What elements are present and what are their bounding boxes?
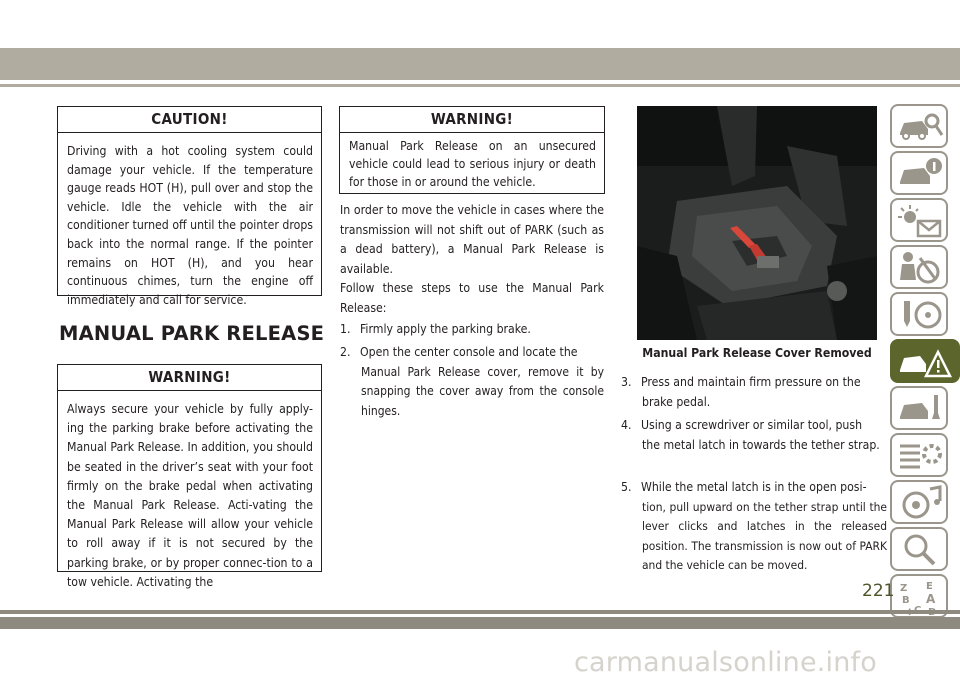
tab-starting-operating[interactable] [890, 292, 948, 336]
step-text-cont: Manual Park Release cover, remove it by snapping the cover away from the console hinges. [361, 364, 604, 418]
warning-box-middle [339, 106, 605, 194]
step-text-cont: tion, pull upward on the tether strap until the lever clicks and latches in the released position. The transmission is now out of PARK and the vehicle can be moved. [642, 499, 887, 572]
steps-intro: Follow these steps to use the Manual Park Release: [340, 281, 604, 315]
step-text-cont: the metal latch in towards the tether strap. [642, 437, 880, 452]
header-rule [0, 84, 960, 87]
tab-car-search[interactable] [890, 104, 948, 148]
tab-letter: Z [900, 583, 908, 594]
tab-search[interactable] [890, 527, 948, 571]
index-search-icon [896, 532, 946, 568]
car-info-icon [896, 156, 946, 192]
car-emergency-icon [896, 344, 956, 380]
step-text: Open the center console and locate the [360, 345, 578, 359]
step-number: 4. [621, 418, 632, 432]
step-text-cont: brake pedal. [642, 394, 711, 409]
warning-title-middle: WARNING! [340, 107, 604, 133]
step-number: 3. [621, 375, 632, 389]
page-number: 221 [862, 581, 895, 601]
warning-lights-icon [896, 203, 946, 239]
figure-caption: Manual Park Release Cover Removed [642, 346, 872, 360]
caution-title: CAUTION! [58, 107, 321, 133]
caution-box [57, 106, 322, 307]
warning-title-left: WARNING! [58, 365, 321, 391]
caution-text: Driving with a hot cooling system could damage your vehicle. If the temperature gauge reads HOT (H), pull over and stop the vehicle. Idle the vehicle with the air conditioner turned off until the pointer drops back into the normal range. If the pointer remains on HOT (H), and you hear continuous chimes, turn the engine off immediately and call for service. [67, 144, 313, 307]
step-number: 1. [340, 322, 351, 336]
warning-text-left: Always secure your vehicle by fully apply-ing the parking brake before activating the Manual Park Release. In addition, you should be seated in the driver’s seat with your foot firmly on the brake pedal when activating the Manual Park Release. Acti-vating the Manual Park Release will allow your vehicle to roll away if it is not secured by the parking brake, or by proper connec-tion to a tow vehicle. Activating the [67, 402, 313, 589]
intro-paragraph: In order to move the vehicle in cases where the transmission will not shift out of PARK (such as a dead battery), a Manual Park Release is available. [340, 203, 604, 276]
tab-servicing[interactable] [890, 386, 948, 430]
section-heading: MANUAL PARK RELEASE [59, 322, 325, 345]
tab-letter: A [926, 592, 936, 606]
step-number: 5. [621, 480, 632, 494]
tab-safety[interactable] [890, 245, 948, 289]
warning-box-left [57, 364, 322, 589]
step-text: Using a screwdriver or similar tool, push [641, 418, 863, 432]
watermark: carmanualsonline.info [574, 647, 877, 678]
tab-in-case-of-emergency[interactable] [890, 339, 960, 383]
manual-park-release-photo [637, 106, 877, 340]
car-search-icon [896, 109, 946, 145]
warning-text-middle: Manual Park Release on an unsecured vehicle could lead to serious injury or death for those in or around the vehicle. [349, 139, 596, 189]
step-text: Firmly apply the parking brake. [360, 322, 531, 336]
step-number: 2. [340, 345, 351, 359]
footer-band [0, 617, 960, 629]
tab-letter: E [926, 581, 933, 592]
step-text: Press and maintain firm pressure on the [641, 375, 861, 389]
tab-multimedia[interactable] [890, 480, 948, 524]
multimedia-icon [896, 485, 946, 521]
footer-rule [0, 610, 960, 614]
tab-letter: B [902, 595, 910, 606]
steering-key-icon [896, 297, 946, 333]
header-band [0, 48, 960, 80]
maintenance-specs-icon [896, 438, 946, 474]
car-service-icon [896, 391, 946, 427]
safety-airbag-icon [896, 250, 946, 286]
step-text: While the metal latch is in the open posi- [641, 480, 867, 494]
tab-warning-lights[interactable] [890, 198, 948, 242]
tab-technical-specs[interactable] [890, 433, 948, 477]
tab-car-info[interactable] [890, 151, 948, 195]
